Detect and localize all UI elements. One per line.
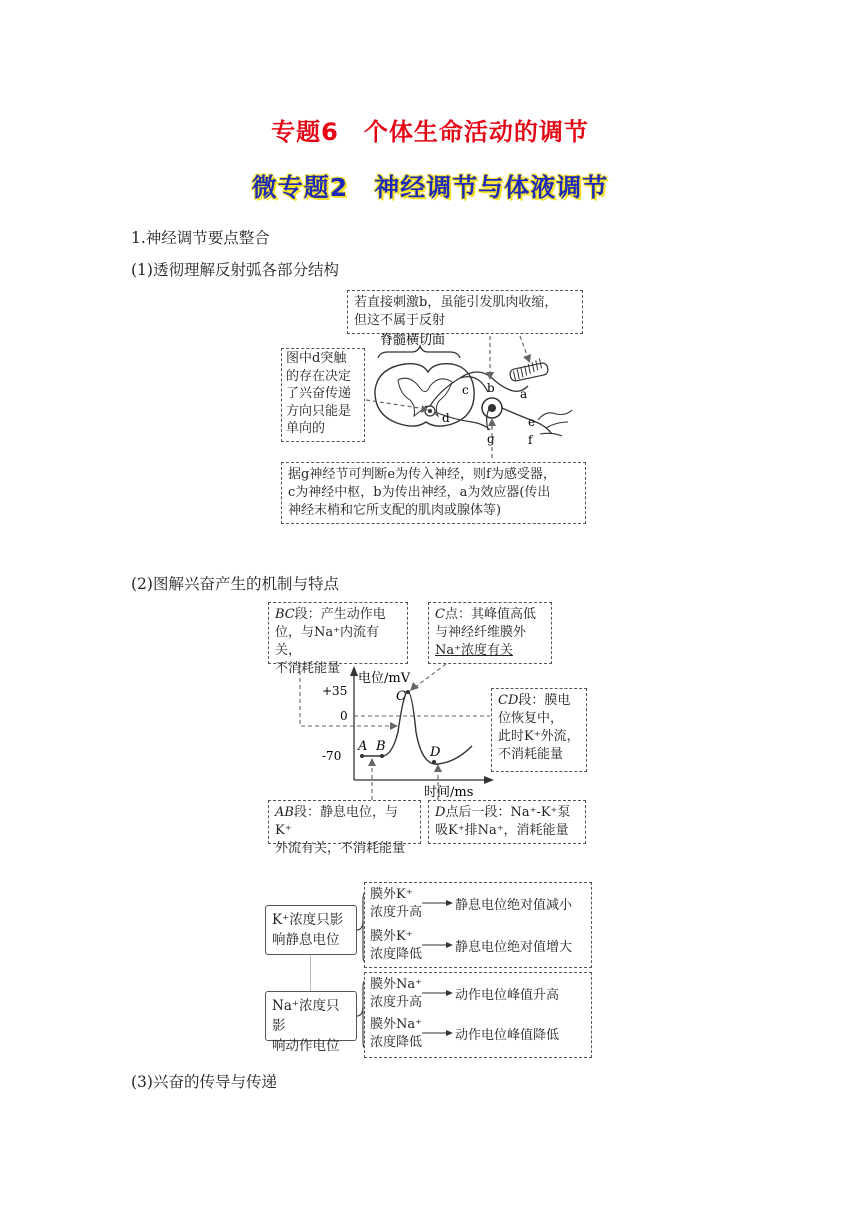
section-heading-1-3: (3)兴奋的传导与传递 — [131, 1073, 277, 1091]
k-result-decrease: 静息电位绝对值增大 — [455, 940, 573, 955]
page-subtitle: 微专题2 神经调节与体液调节 — [251, 173, 609, 202]
arrows — [420, 890, 456, 1050]
spinal-cord-label: 脊髓横切面 — [380, 333, 446, 348]
connector-line — [310, 955, 311, 991]
note-synapse-direction: 图中d突触 的存在决定 了兴奋传递 方向只能是 单向的 — [281, 348, 365, 442]
y-axis-label: 电位/mV — [358, 671, 411, 686]
page-title: 专题6 个体生命活动的调节 — [271, 118, 589, 146]
svg-text:e: e — [528, 415, 536, 429]
na-concentration-box: Na⁺浓度只影 响动作电位 — [265, 991, 357, 1041]
svg-text:c: c — [462, 383, 469, 397]
na-result-decrease: 动作电位峰值降低 — [455, 1028, 560, 1043]
action-potential-graph — [296, 662, 496, 800]
reflex-arc-diagram — [360, 330, 580, 465]
k-result-increase: 静息电位绝对值减小 — [455, 898, 573, 913]
svg-text:f: f — [528, 433, 533, 447]
svg-text:0: 0 — [340, 709, 348, 723]
k-concentration-box: K⁺浓度只影 响静息电位 — [265, 905, 357, 955]
svg-text:A: A — [358, 739, 368, 754]
svg-text:b: b — [487, 381, 495, 395]
svg-text:a: a — [520, 387, 528, 401]
svg-text:+35: +35 — [322, 684, 348, 698]
svg-text:B: B — [376, 739, 386, 754]
note-d-point: D点后一段：Na⁺-K⁺泵 吸K⁺排Na⁺，消耗能量 — [428, 800, 586, 844]
svg-text:C: C — [396, 689, 406, 704]
na-result-increase: 动作电位峰值升高 — [455, 988, 560, 1003]
na-row-increase: 膜外Na⁺ 浓度升高 — [370, 977, 423, 1010]
x-axis-label: 时间/ms — [424, 785, 474, 800]
note-bc-segment: BC段：产生动作电 位，与Na⁺内流有关， 不消耗能量 — [268, 602, 408, 664]
note-cd-segment: CD段：膜电 位恢复中， 此时K⁺外流， 不消耗能量 — [491, 688, 587, 772]
svg-text:D: D — [430, 745, 441, 760]
svg-text:g: g — [487, 432, 495, 446]
note-ab-segment: AB段：静息电位，与K⁺ 外流有关，不消耗能量 — [268, 800, 421, 844]
k-row-decrease: 膜外K⁺ 浓度降低 — [370, 929, 423, 962]
section-heading-1-2: (2)图解兴奋产生的机制与特点 — [131, 575, 339, 593]
note-ganglion-judgement: 据g神经节可判断e为传入神经，则f为感受器， c为神经中枢，b为传出神经，a为效应器(传出 神经末梢和它所支配的肌肉或腺体等) — [281, 462, 586, 524]
note-c-point: C点：其峰值高低 与神经纤维膜外 Na⁺浓度有关 — [428, 602, 552, 664]
svg-text:d: d — [442, 411, 450, 425]
k-row-increase: 膜外K⁺ 浓度升高 — [370, 887, 423, 920]
section-heading-1: 1.神经调节要点整合 — [131, 229, 270, 247]
note-direct-stimulation: 若直接刺激b，虽能引发肌肉收缩， 但这不属于反射 — [347, 290, 583, 334]
section-heading-1-1: (1)透彻理解反射弧各部分结构 — [131, 261, 339, 279]
na-row-decrease: 膜外Na⁺ 浓度降低 — [370, 1017, 423, 1050]
svg-text:-70: -70 — [322, 749, 342, 763]
